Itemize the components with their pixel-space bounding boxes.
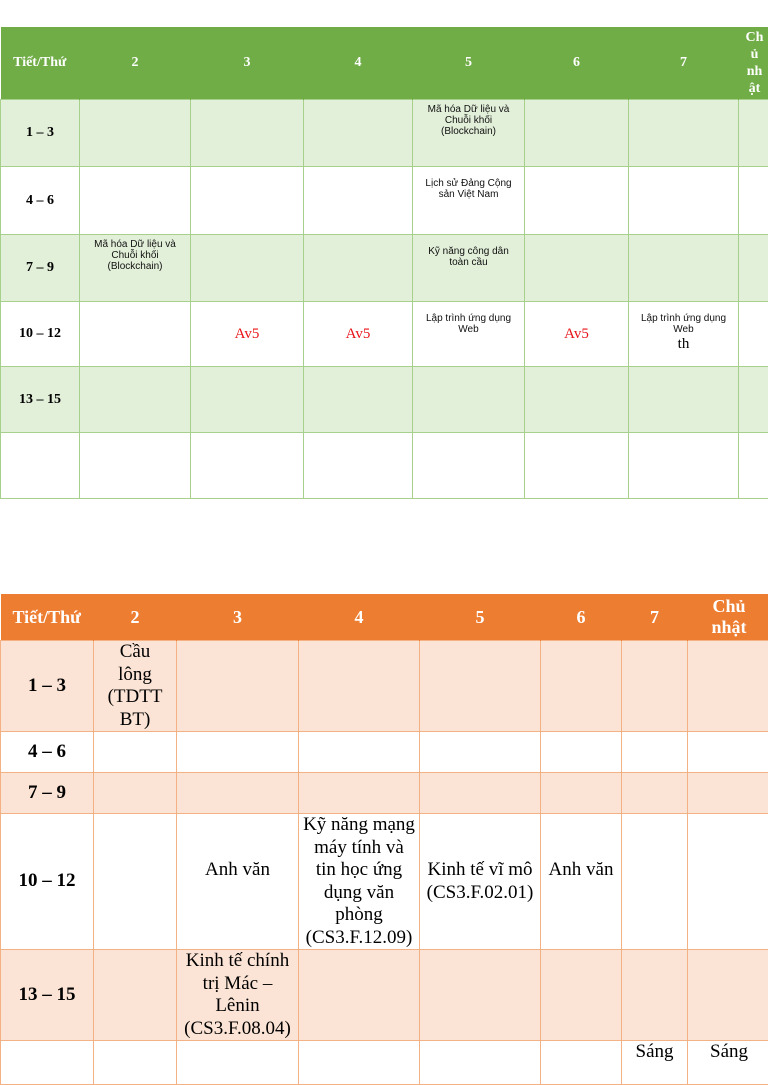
table-cell [304, 235, 413, 302]
table-cell [739, 302, 768, 367]
table-cell [191, 367, 304, 433]
table-cell: Mã hóa Dữ liệu và Chuỗi khối (Blockchain) [80, 235, 191, 302]
period-label [1, 433, 80, 499]
table-cell [299, 1041, 420, 1085]
table-cell [299, 732, 420, 773]
table-cell [688, 814, 768, 950]
period-label: 10 – 12 [1, 302, 80, 367]
table-cell [94, 732, 177, 773]
table-cell [94, 950, 177, 1041]
period-label: 4 – 6 [1, 732, 94, 773]
table-cell [80, 100, 191, 167]
table-cell [622, 950, 688, 1041]
table-cell [688, 732, 768, 773]
table-cell [191, 433, 304, 499]
table-cell [420, 1041, 541, 1085]
table-cell [688, 641, 768, 732]
table-cell [177, 773, 299, 814]
table-cell [541, 641, 622, 732]
table-cell [420, 732, 541, 773]
table-row [1, 167, 768, 235]
table-cell [177, 1041, 299, 1085]
table-cell: Lịch sử Đảng Cộng sản Việt Nam [413, 167, 525, 235]
table-cell [688, 773, 768, 814]
table-cell [191, 235, 304, 302]
table-cell [629, 100, 739, 167]
orange-header-day-2: 2 [94, 594, 177, 641]
table-cell [80, 302, 191, 367]
table-cell: Kỹ năng mạng máy tính và tin học ứng dụng văn phòng (CS3.F.12.09) [299, 814, 420, 950]
table-cell [420, 950, 541, 1041]
table-cell: Cầu lông (TDTT BT) [94, 641, 177, 732]
green-header-day-6: 6 [525, 27, 629, 100]
table-row [1, 732, 768, 773]
orange-timetable [0, 594, 768, 1085]
period-label: 13 – 15 [1, 950, 94, 1041]
table-cell [304, 100, 413, 167]
table-cell [541, 950, 622, 1041]
table-cell [94, 1041, 177, 1085]
table-cell [629, 167, 739, 235]
table-cell [541, 773, 622, 814]
table-cell: Anh văn [177, 814, 299, 950]
table-cell: Mã hóa Dữ liệu và Chuỗi khối (Blockchain) [413, 100, 525, 167]
table-cell: Anh văn [541, 814, 622, 950]
table-cell [622, 732, 688, 773]
table-cell [739, 235, 768, 302]
table-cell [191, 100, 304, 167]
period-label: 4 – 6 [1, 167, 80, 235]
period-label: 13 – 15 [1, 367, 80, 433]
table-cell [177, 641, 299, 732]
table-cell [629, 367, 739, 433]
table-cell [739, 100, 768, 167]
table-cell [622, 641, 688, 732]
table-cell: Lập trình ứng dụng Web th [629, 302, 739, 367]
green-header-day-3: 3 [191, 27, 304, 100]
table-row [1, 641, 768, 732]
table-cell [629, 235, 739, 302]
green-header-row [1, 27, 768, 100]
orange-header-day-3: 3 [177, 594, 299, 641]
table-row [1, 1041, 768, 1085]
green-header-day-5: 5 [413, 27, 525, 100]
table-cell [177, 732, 299, 773]
orange-header-sunday: Chủ nhật [688, 594, 768, 641]
period-label: 1 – 3 [1, 641, 94, 732]
green-header-tiet: Tiết/Thứ [1, 27, 80, 100]
period-label: 10 – 12 [1, 814, 94, 950]
table-cell [739, 167, 768, 235]
orange-header-row [1, 594, 768, 641]
table-row [1, 773, 768, 814]
table-cell [622, 814, 688, 950]
period-label: 7 – 9 [1, 235, 80, 302]
table-cell [299, 773, 420, 814]
table-cell [413, 433, 525, 499]
table-cell: Av5 [525, 302, 629, 367]
table-cell: Kinh tế chính trị Mác – Lênin (CS3.F.08.04) [177, 950, 299, 1041]
table-cell [299, 641, 420, 732]
green-header-sunday: Ch ủ nh ật [739, 27, 768, 100]
table-cell [413, 367, 525, 433]
table-cell [420, 641, 541, 732]
table-cell [688, 950, 768, 1041]
table-cell [80, 367, 191, 433]
table-row [1, 302, 768, 367]
table-cell [420, 773, 541, 814]
green-header-day-4: 4 [304, 27, 413, 100]
table-cell [541, 1041, 622, 1085]
table-cell [191, 167, 304, 235]
orange-header-day-5: 5 [420, 594, 541, 641]
table-cell [629, 433, 739, 499]
table-cell [299, 950, 420, 1041]
table-row [1, 433, 768, 499]
period-label [1, 1041, 94, 1085]
table-cell [525, 235, 629, 302]
table-cell [525, 433, 629, 499]
table-cell [525, 167, 629, 235]
table-cell: Av5 [304, 302, 413, 367]
table-cell [304, 433, 413, 499]
period-label: 1 – 3 [1, 100, 80, 167]
table-cell [541, 732, 622, 773]
orange-header-day-6: 6 [541, 594, 622, 641]
table-cell: Sáng [622, 1041, 688, 1085]
table-cell: Av5 [191, 302, 304, 367]
green-timetable [0, 27, 768, 499]
table-cell [94, 814, 177, 950]
orange-header-tiet: Tiết/Thứ [1, 594, 94, 641]
table-cell [94, 773, 177, 814]
green-header-day-7: 7 [629, 27, 739, 100]
table-row [1, 235, 768, 302]
table-cell: Kinh tế vĩ mô (CS3.F.02.01) [420, 814, 541, 950]
orange-header-day-4: 4 [299, 594, 420, 641]
table-cell [304, 367, 413, 433]
table-cell [739, 433, 768, 499]
table-row [1, 100, 768, 167]
table-cell: Sáng [688, 1041, 768, 1085]
table-cell [622, 773, 688, 814]
table-row [1, 950, 768, 1041]
table-row [1, 814, 768, 950]
green-header-day-2: 2 [80, 27, 191, 100]
table-cell [739, 367, 768, 433]
table-cell: Kỹ năng công dân toàn cầu [413, 235, 525, 302]
table-row [1, 367, 768, 433]
table-cell [304, 167, 413, 235]
orange-header-day-7: 7 [622, 594, 688, 641]
table-cell [525, 367, 629, 433]
table-cell [80, 433, 191, 499]
table-cell [80, 167, 191, 235]
table-cell [525, 100, 629, 167]
table-cell: Lập trình ứng dụng Web [413, 302, 525, 367]
period-label: 7 – 9 [1, 773, 94, 814]
